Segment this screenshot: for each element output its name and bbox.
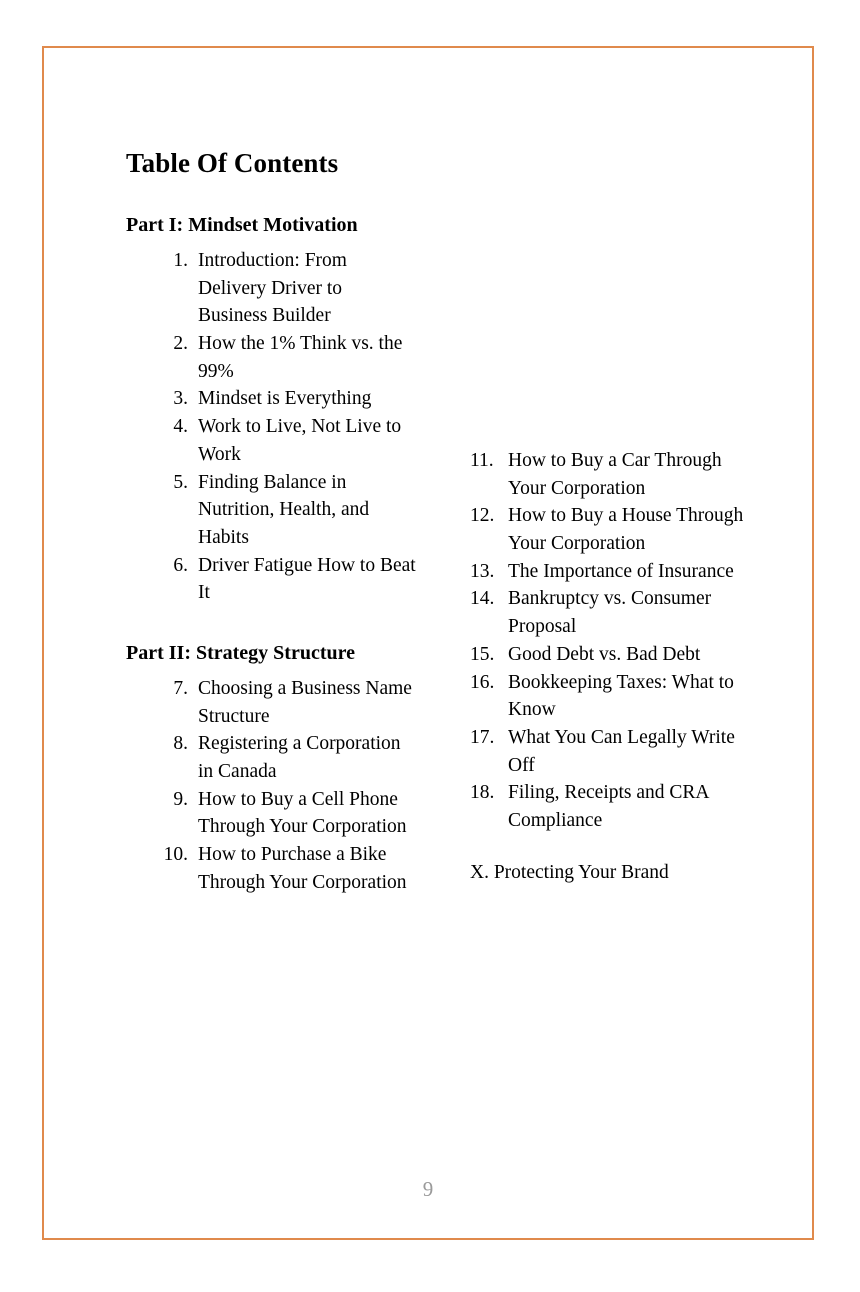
list-item-number: 14. <box>470 588 495 610</box>
list-item-number: 3. <box>173 388 188 410</box>
list-item[interactable] <box>470 641 746 669</box>
page-number: 9 <box>422 1177 434 1201</box>
list-item[interactable] <box>126 786 416 841</box>
list-item-number: 16. <box>470 671 495 693</box>
list-item[interactable] <box>470 724 746 779</box>
list-item-number: 6. <box>173 554 188 576</box>
list-item[interactable] <box>126 841 416 896</box>
list-item-number: 1. <box>173 250 188 272</box>
list-item[interactable] <box>126 385 416 413</box>
list-item-number: 12. <box>470 505 495 527</box>
list-item-number: 8. <box>173 733 188 755</box>
list-item-label: How to Buy a Car Through Your Corporation <box>508 450 722 499</box>
list-item[interactable] <box>470 502 746 557</box>
toc-list-part-2 <box>126 675 416 897</box>
list-item[interactable] <box>126 552 416 607</box>
list-item[interactable] <box>470 585 746 640</box>
list-item[interactable] <box>126 247 416 330</box>
toc-entry-protecting-your-brand[interactable]: X. Protecting Your Brand <box>470 861 669 883</box>
list-item[interactable] <box>126 675 416 730</box>
toc-column-right <box>470 441 746 886</box>
list-item-label: The Importance of Insurance <box>508 560 734 582</box>
list-item-label: How the 1% Think vs. the 99% <box>198 333 403 382</box>
list-item[interactable] <box>126 330 416 385</box>
list-item-number: 15. <box>470 643 495 665</box>
list-item-label: Work to Live, Not Live to Work <box>198 416 402 465</box>
list-item-number: 17. <box>470 726 495 748</box>
toc-list-continued <box>470 447 746 835</box>
list-item-number: 7. <box>173 677 188 699</box>
list-item-number: 10. <box>163 844 188 866</box>
list-item[interactable] <box>470 669 746 724</box>
list-item-label: How to Buy a House Through Your Corporation <box>508 505 744 555</box>
list-item-label: How to Buy a Cell Phone Through Your Corporation <box>198 788 407 838</box>
list-item-number: 11. <box>470 450 494 472</box>
part-heading-1: Part I: Mindset Motivation <box>126 214 358 237</box>
list-item-label: How to Purchase a Bike Through Your Corporation <box>198 844 407 893</box>
list-item-label: Good Debt vs. Bad Debt <box>508 643 701 665</box>
list-item-label: Finding Balance in Nutrition, Health, and Habits <box>198 471 370 548</box>
list-item-number: 5. <box>173 471 188 493</box>
list-item[interactable] <box>470 558 746 586</box>
page-border <box>42 46 814 1240</box>
list-item-label: Bookkeeping Taxes: What to Know <box>508 671 734 721</box>
list-item[interactable] <box>126 730 416 785</box>
list-item-label: Bankruptcy vs. Consumer Proposal <box>508 588 712 638</box>
list-item-label: Choosing a Business Name Structure <box>198 677 412 727</box>
list-item[interactable] <box>470 779 746 834</box>
list-item-number: 2. <box>173 333 188 355</box>
list-item-label: Driver Fatigue How to Beat It <box>198 554 416 604</box>
page-title: Table Of Contents <box>126 148 339 178</box>
list-item-label: Mindset is Everything <box>198 388 372 410</box>
list-item-number: 13. <box>470 560 495 582</box>
list-item-number: 18. <box>470 782 495 804</box>
list-item-label: Registering a Corporation in Canada <box>198 733 401 783</box>
list-item-label: Introduction: From Delivery Driver to Business Builder <box>198 250 347 327</box>
list-item[interactable] <box>126 413 416 468</box>
toc-column-left <box>126 209 416 896</box>
list-item-label: What You Can Legally Write Off <box>508 726 735 776</box>
toc-list-part-1 <box>126 247 416 607</box>
part-heading-2: Part II: Strategy Structure <box>126 641 356 664</box>
page-content <box>126 148 746 893</box>
list-item-number: 9. <box>173 788 188 810</box>
list-item[interactable] <box>126 469 416 552</box>
list-item[interactable] <box>470 447 746 502</box>
list-item-number: 4. <box>173 416 188 438</box>
list-item-label: Filing, Receipts and CRA Compliance <box>508 782 709 831</box>
